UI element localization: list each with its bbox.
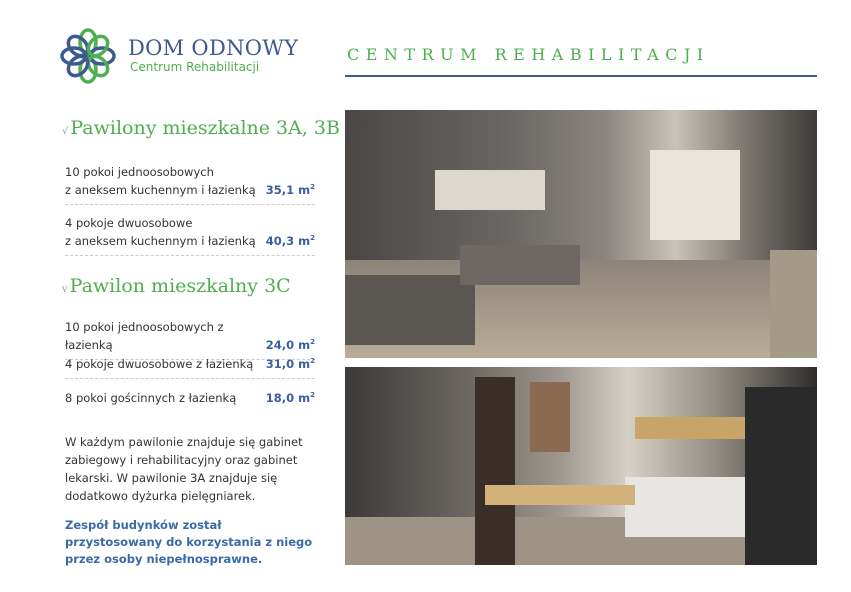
brand-name: DOM ODNOWY [128,36,299,60]
bedroom-photo [345,110,817,358]
header-divider [345,75,817,77]
section-heading: √ Pawilony mieszkalne 3A, 3B [62,117,340,139]
room-item: 10 pokoi jednoosobowych z aneksem kuchennym i łazienką 35,1 $m^2$ [65,163,315,205]
room-item: 4 pokoje dwuosobowe z łazienką 31,0 $m^2$ [65,352,315,379]
brand-subtitle: Centrum Rehabilitacji [130,60,260,74]
section-heading: v Pawilon mieszkalny 3C [62,275,291,297]
accessibility-note: Zespół budynków został przystosowany do korzystania z niego przez osoby niepełnosprawne. [65,518,313,566]
description-paragraph: W każdym pawilonie znajduje się gabinet zabiegowy i rehabilitacyjny oraz gabinet lekarski. W pawilonie 3A znajduje się dodatkowo dyżurka pielęgniarek. [65,435,303,503]
logo-flower-icon [60,28,116,84]
header-title: CENTRUM REHABILITACJI [347,45,710,64]
kitchen-photo [345,367,817,565]
room-item: 8 pokoi gościnnych z łazienką 18,0 $m^2$ [65,390,315,405]
room-item: 10 pokoi jednoosobowych z łazienką 24,0 $m^2$ [65,318,315,360]
room-item: 4 pokoje dwuosobowe z aneksem kuchennym i łazienką 40,3 $m^2$ [65,214,315,256]
